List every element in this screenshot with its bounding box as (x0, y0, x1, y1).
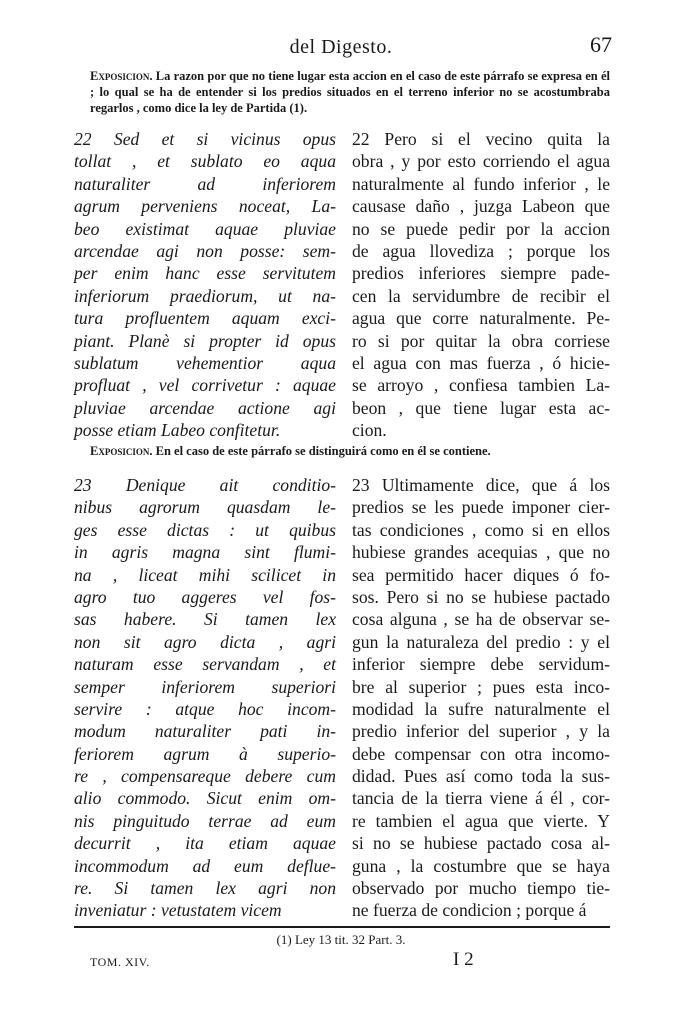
text-line: predio inferior del superior , y la (352, 721, 610, 742)
signature-mark: I 2 (453, 949, 474, 970)
exposition-text: En el caso de este párrafo se distinguirá como en él se contiene. (155, 444, 491, 458)
text-line: 23 Denique ait conditio- (74, 475, 336, 495)
text-line: hubiese grandes acequias , que no (352, 542, 610, 563)
text-line: 22 Sed et si vicinus opus (74, 129, 336, 149)
text-line: agro tuo aggeres vel fos- (74, 586, 336, 607)
exposition-text: La razon por que no tiene lugar esta accion en el caso de este párrafo se expresa en él ; lo qual se ha de entender si los predios situados en el terreno inferior no se acostumbraba regarlos , como dice la ley de Partida (1). (90, 69, 610, 115)
text-line: tas condiciones , como si en ellos (352, 519, 610, 540)
footnote: (1) Ley 13 tit. 32 Part. 3. (276, 932, 406, 947)
text-line: servire : atque hoc incom- (74, 698, 336, 719)
text-line: obra , y por esto corriendo el agua (352, 151, 610, 172)
text-line: in agris magna sint flumi- (74, 542, 336, 563)
text-line: gun la naturaleza del predio : y el (352, 631, 610, 652)
text-line: modum naturaliter pati in- (74, 721, 336, 742)
text-line: naturaliter ad inferiorem (74, 173, 336, 194)
text-line: tancia de la tierra viene á él , cor- (352, 788, 610, 809)
text-line: decurrit , ita etiam aquae (74, 833, 336, 854)
text-line: semper inferiorem superiori (74, 676, 336, 697)
text-line: 23 Ultimamente dice, que á los (352, 475, 610, 495)
text-line: nis pinguitudo terrae ad eum (74, 810, 336, 831)
spanish-paragraph-23 (352, 474, 610, 922)
text-line: feriorem agrum à superio- (74, 743, 336, 764)
text-line: si no se hubiese pactado cosa al- (352, 833, 610, 854)
exposition-label: Exposicion. (90, 444, 153, 458)
exposition-label: Exposicion. (90, 69, 153, 83)
text-line: arcendae agi non posse: sem- (74, 240, 336, 261)
text-line: observado por mucho tiempo tie- (352, 878, 610, 899)
text-line: didad. Pues así como toda la sus- (352, 766, 610, 787)
text-line: de agua llovediza ; porque los (352, 240, 610, 261)
text-line: tura profluentem aquam exci- (74, 308, 336, 329)
text-line: posse etiam Labeo confitetur. (74, 420, 281, 441)
text-line: predios se les puede imponer cier- (352, 497, 610, 518)
text-line: no se puede pedir por la accion (352, 218, 610, 239)
spanish-paragraph-22 (352, 128, 610, 441)
text-line: naturam esse servandam , et (74, 654, 336, 675)
text-line: beon , que tiene lugar esta ac- (352, 397, 610, 418)
text-line: sos. Pero si no se hubiese pactado (352, 586, 610, 607)
text-line: cen la servidumbre de recibir el (352, 285, 610, 306)
text-line: ges esse dictas : ut quibus (74, 519, 336, 540)
text-line: pluviae arcendae actione agi (74, 397, 336, 418)
text-line: non sit agro dicta , agri (74, 631, 336, 652)
text-line: agua que corre naturalmente. Pe- (352, 308, 610, 329)
text-line: piant. Planè si propter id opus (74, 330, 336, 351)
footnote-rule (74, 926, 610, 928)
text-line: debe compensar con otra incomo- (352, 743, 610, 764)
text-line: bre al superior ; pues esta inco- (352, 676, 610, 697)
text-line: tollat , et sublato eo aqua (74, 151, 336, 172)
text-line: re , compensareque debere cum (74, 766, 336, 787)
text-line: nibus agrorum quasdam le- (74, 497, 336, 518)
text-line: 22 Pero si el vecino quita la (352, 129, 610, 149)
page-running-title: del Digesto. (289, 36, 393, 58)
text-line: cion. (352, 420, 387, 441)
text-line: ro si por quitar la obra corriese (352, 330, 610, 351)
text-line: re tambien el agua que vierte. Y (352, 810, 610, 831)
text-line: se arroyo , confiesa tambien La- (352, 375, 610, 396)
text-line: sublatum vehementior aqua (74, 352, 336, 373)
text-line: beo existimat aquae pluviae (74, 218, 336, 239)
text-line: modidad la sufre naturalmente el (352, 698, 610, 719)
page-number: 67 (590, 32, 612, 57)
exposition-note-2 (90, 443, 620, 459)
text-line: inveniatur : vetustatem vicem (74, 900, 282, 921)
text-line: alio commodo. Sicut enim om- (74, 788, 336, 809)
text-line: cosa alguna , se ha de observar se- (352, 609, 610, 630)
text-line: incommodum ad eum deflue- (74, 855, 336, 876)
text-line: guna , la costumbre que se haya (352, 855, 610, 876)
text-line: causase daño , juzga Labeon que (352, 196, 610, 217)
text-line: ne fuerza de condicion ; porque á (352, 900, 587, 921)
text-line: agrum perveniens noceat, La- (74, 196, 336, 217)
latin-paragraph-23 (74, 474, 336, 922)
text-line: profluat , vel corrivetur : aquae (74, 375, 336, 396)
text-line: inferior siempre debe servidum- (352, 654, 610, 675)
text-line: el agua con mas fuerza , ó hicie- (352, 352, 610, 373)
text-line: per enim hanc esse servitutem (74, 263, 336, 284)
text-line: sea permitido hacer diques ó fo- (352, 564, 610, 585)
volume-label: TOM. XIV. (90, 955, 150, 969)
latin-paragraph-22 (74, 128, 336, 441)
text-line: predios inferiores siempre pade- (352, 263, 610, 284)
text-line: sas habere. Si tamen lex (74, 609, 336, 630)
text-line: inferiorum praediorum, ut na- (74, 285, 336, 306)
text-line: re. Si tamen lex agri non (74, 878, 336, 899)
exposition-note-1 (90, 68, 610, 116)
text-line: na , liceat mihi scilicet in (74, 564, 336, 585)
text-line: naturalmente al fundo inferior , le (352, 173, 610, 194)
